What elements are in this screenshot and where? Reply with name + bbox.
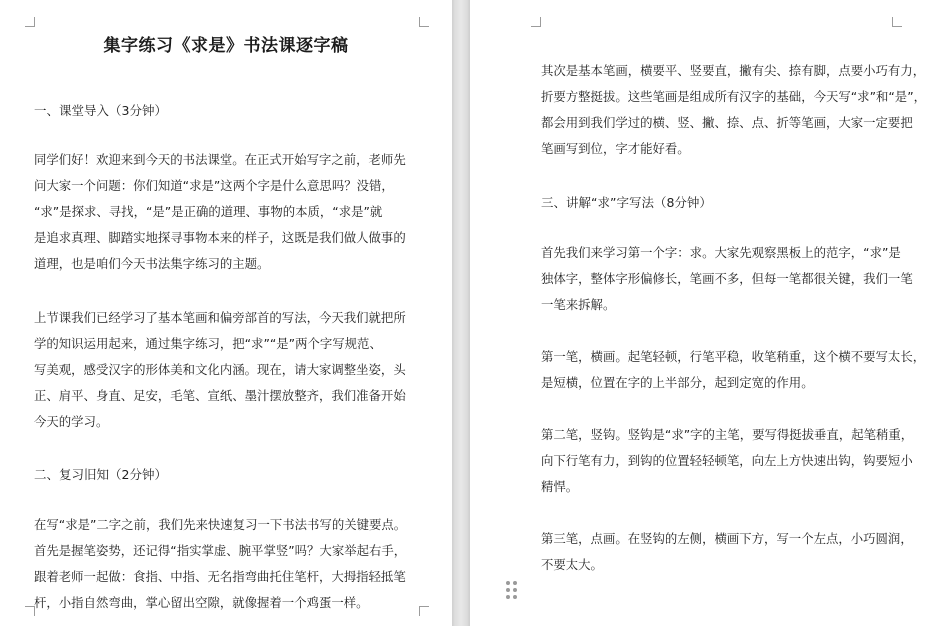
margin-corner-mark: [419, 17, 429, 27]
margin-corner-mark: [419, 606, 429, 616]
document-page-left: [0, 0, 452, 626]
paragraph-review-grip: [34, 512, 406, 616]
text-line: 在写“求是”二字之前，我们先来快速复习一下书法书写的关键要点。: [34, 517, 407, 532]
paragraph-intro-question: [34, 147, 406, 277]
paragraph-stroke-three: [541, 526, 913, 578]
text-line: 杆，小指自然弯曲，掌心留出空隙，就像握着一个鸡蛋一样。: [34, 595, 369, 610]
text-line: 第二笔，竖钩。竖钩是“求”字的主笔，要写得挺拔垂直，起笔稍重，: [541, 427, 914, 442]
text-line: 不要太大。: [541, 557, 603, 572]
text-line: 都会用到我们学过的横、竖、撇、捺、点、折等笔画，大家一定要把: [541, 115, 913, 130]
text-line: 首先是握笔姿势，还记得“指实掌虚、腕平掌竖”吗？大家举起右手，: [34, 543, 407, 558]
paragraph-qiu-overview: [541, 240, 913, 318]
section-heading-qiu: 三、讲解“求”字写法（8分钟）: [541, 195, 712, 210]
text-line: 同学们好！欢迎来到今天的书法课堂。在正式开始写字之前，老师先: [34, 152, 406, 167]
text-line: 正、肩平、身直、足安，毛笔、宣纸、墨汁摆放整齐，我们准备开始: [34, 388, 406, 403]
text-line: 问大家一个问题：你们知道“求是”这两个字是什么意思吗？没错，: [34, 178, 394, 193]
text-line: 向下行笔有力，到钩的位置轻轻顿笔，向左上方快速出钩，钩要短小: [541, 453, 913, 468]
text-line: 道理，也是咱们今天书法集字练习的主题。: [34, 256, 270, 271]
text-line: “求”是探求、寻找，“是”是正确的道理、事物的本质，“求是”就: [34, 204, 383, 219]
paragraph-stroke-one: [541, 344, 925, 396]
text-line: 跟着老师一起做：食指、中指、无名指弯曲托住笔杆，大拇指轻抵笔: [34, 569, 406, 584]
text-line: 是短横，位置在字的上半部分，起到定宽的作用。: [541, 375, 814, 390]
text-line: 学的知识运用起来，通过集字练习，把“求”“是”两个字写规范、: [34, 336, 382, 351]
text-line: 上节课我们已经学习了基本笔画和偏旁部首的写法，今天我们就把所: [34, 310, 406, 325]
page-gap: [452, 0, 470, 626]
text-line: 一笔来拆解。: [541, 297, 616, 312]
document-page-right: [470, 0, 926, 626]
document-title: 集字练习《求是》书法课逐字稿: [103, 36, 349, 56]
text-line: 首先我们来学习第一个字：求。大家先观察黑板上的范字，“求”是: [541, 245, 901, 260]
text-line: 今天的学习。: [34, 414, 109, 429]
drag-handle-icon[interactable]: [506, 581, 518, 601]
text-line: 写美观，感受汉字的形体美和文化内涵。现在，请大家调整坐姿，头: [34, 362, 406, 377]
margin-corner-mark: [25, 17, 35, 27]
text-line: 是追求真理、脚踏实地探寻事物本来的样子，这既是我们做人做事的: [34, 230, 406, 245]
margin-corner-mark: [531, 17, 541, 27]
text-line: 精悍。: [541, 479, 579, 494]
paragraph-basic-strokes: [541, 58, 926, 162]
section-heading-intro: 一、课堂导入（3分钟）: [34, 103, 167, 118]
text-line: 第一笔，横画。起笔轻顿，行笔平稳，收笔稍重，这个横不要写太长，: [541, 349, 926, 364]
margin-corner-mark: [892, 17, 902, 27]
text-line: 其次是基本笔画，横要平、竖要直，撇有尖、捺有脚，点要小巧有力，: [541, 63, 926, 78]
text-line: 折要方整挺拔。这些笔画是组成所有汉字的基础，今天写“求”和“是”，: [541, 89, 926, 104]
text-line: 独体字，整体字形偏修长，笔画不多，但每一笔都很关键，我们一笔: [541, 271, 913, 286]
paragraph-lesson-goal: [34, 305, 406, 435]
text-line: 第三笔，点画。在竖钩的左侧，横画下方，写一个左点，小巧圆润，: [541, 531, 913, 546]
text-line: 笔画写到位，字才能好看。: [541, 141, 690, 156]
paragraph-stroke-two: [541, 422, 913, 500]
section-heading-review: 二、复习旧知（2分钟）: [34, 467, 167, 482]
